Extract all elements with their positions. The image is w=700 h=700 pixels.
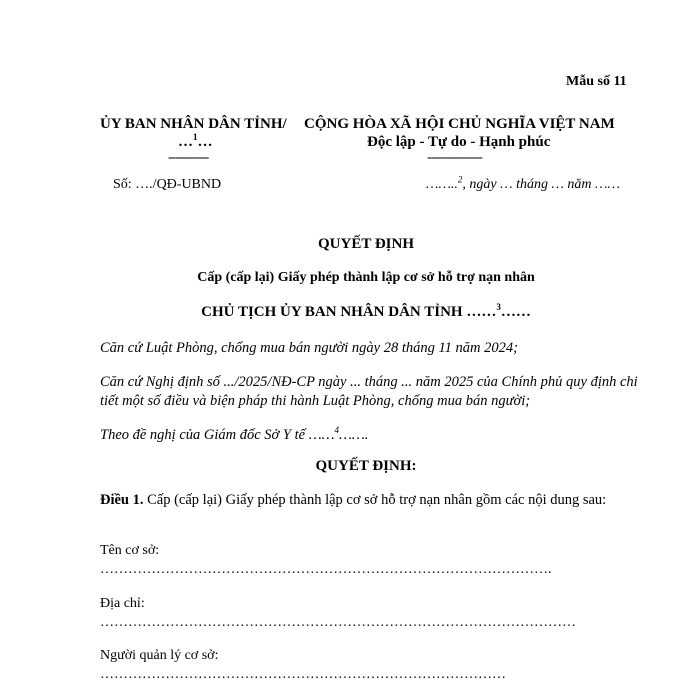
place-date: ……..$^2$, ngày … tháng … năm …… — [426, 174, 620, 192]
field-dots-manager: …………………………………………………………………………… — [100, 667, 506, 682]
legal-basis-proposal: Theo đề nghị của Giám đốc Sở Y tế ……$^4$……. — [100, 425, 369, 443]
field-dots-facility-name: ……………………………………………………………………………………. — [100, 562, 552, 577]
decision-number: Số: …./QĐ-UBND — [113, 177, 222, 192]
legal-basis-law: Căn cứ Luật Phòng, chống mua bán người ngày 28 tháng 11 năm 2024; — [100, 340, 518, 356]
national-motto: Độc lập - Tự do - Hạnh phúc — [367, 134, 551, 150]
document-subtitle: Cấp (cấp lại) Giấy phép thành lập cơ sở hỗ trợ nạn nhân — [197, 270, 535, 285]
field-label-address: Địa chỉ: — [100, 596, 145, 611]
field-label-manager: Người quản lý cơ sở: — [100, 648, 219, 663]
national-title: CỘNG HÒA XÃ HỘI CHỦ NGHĨA VIỆT NAM — [304, 116, 615, 132]
field-label-facility-name: Tên cơ sở: — [100, 543, 160, 558]
legal-basis-decree: Căn cứ Nghị định số .../2025/NĐ-CP ngày ... tháng ... năm 2025 của Chính phủ quy định chi tiết một số điều và biện pháp thi hành Luật Phòng, chống mua bán người; — [100, 374, 638, 409]
authority-title: CHỦ TỊCH ỦY BAN NHÂN DÂN TỈNH ……$^3$…… — [201, 302, 531, 320]
form-number: Mẫu số 11 — [566, 74, 627, 89]
left-divider: ----------- — [168, 150, 209, 165]
issuing-authority-name: …$^1$… — [178, 132, 213, 150]
article-1 — [100, 491, 640, 510]
article-1-label: Điều 1. — [100, 492, 144, 508]
article-1-text: Cấp (cấp lại) Giấy phép thành lập cơ sở hỗ trợ nạn nhân gồm các nội dung sau: — [143, 492, 607, 508]
document-title: QUYẾT ĐỊNH — [318, 236, 414, 252]
issuing-authority: ỦY BAN NHÂN DÂN TỈNH/ — [100, 116, 287, 132]
decision-heading: QUYẾT ĐỊNH: — [315, 458, 417, 474]
right-divider: --------------- — [427, 150, 482, 165]
field-dots-address: ………………………………………………………………………………………… — [100, 615, 576, 630]
